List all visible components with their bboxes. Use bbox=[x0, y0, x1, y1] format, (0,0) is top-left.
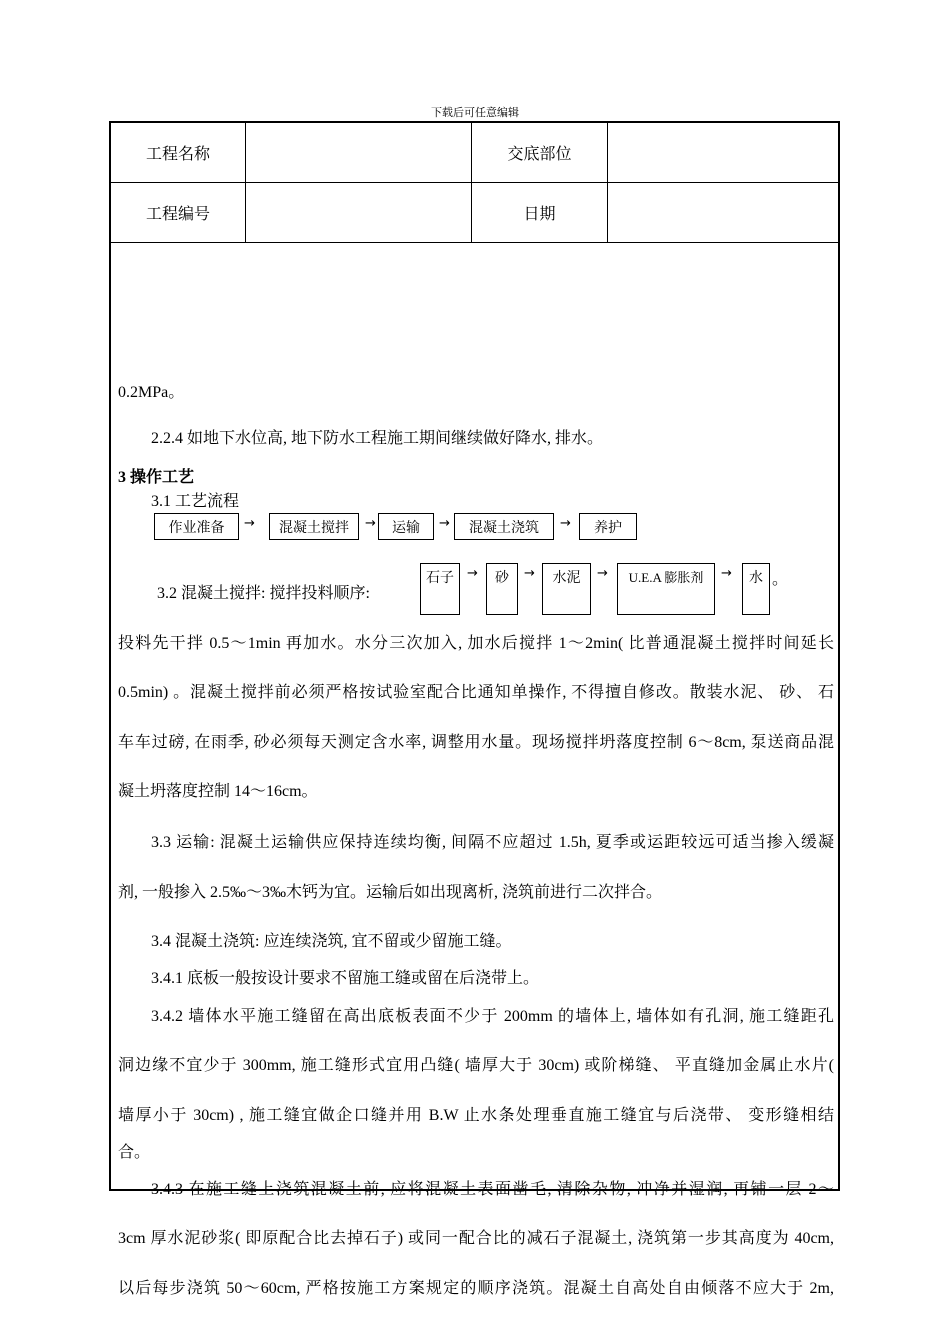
text-line: 0.2MPa。 bbox=[118, 384, 185, 401]
paragraph-line: 洞边缘不宜少于 300mm, 施工缝形式宜用凸缝( 墙厚大于 30cm) 或阶梯缝、 平直缝加金属止水片( bbox=[118, 1057, 834, 1074]
flow-arrow-icon: → bbox=[365, 516, 376, 531]
flow-arrow-icon: → bbox=[467, 566, 478, 581]
top-note: 下载后可任意编辑 bbox=[431, 107, 519, 119]
paragraph-line: 墙厚小于 30cm) , 施工缝宜做企口缝并用 B.W 止水条处理垂直施工缝宜与后浇带、 变形缝相结 bbox=[118, 1107, 834, 1124]
flow-step-prep: 作业准备 bbox=[154, 513, 239, 540]
location-label: 交底部位 bbox=[472, 123, 608, 182]
paragraph-line: 以后每步浇筑 50～60cm, 严格按施工方案规定的顺序浇筑。混凝土自高处自由倾落不应大于 2m, bbox=[118, 1280, 834, 1297]
project-no-value bbox=[246, 183, 472, 242]
date-label: 日期 bbox=[472, 183, 608, 242]
feed-step-water: 水 bbox=[742, 563, 770, 615]
paragraph-line: 合。 bbox=[118, 1144, 151, 1161]
subsection-heading: 3.1 工艺流程 bbox=[151, 493, 240, 510]
flow-step-mixing: 混凝土搅拌 bbox=[269, 513, 359, 540]
paragraph-line: 3.4.1 底板一般按设计要求不留施工缝或留在后浇带上。 bbox=[151, 970, 540, 987]
paragraph-line: 3.4 混凝土浇筑: 应连续浇筑, 宜不留或少留施工缝。 bbox=[151, 933, 512, 950]
feed-step-uea-agent: U.E.A 膨胀剂 bbox=[617, 563, 715, 615]
flow-arrow-icon: → bbox=[244, 516, 255, 531]
subsection-heading: 3.2 混凝土搅拌: 搅拌投料顺序: bbox=[157, 585, 370, 602]
section-heading: 3 操作工艺 bbox=[118, 469, 195, 486]
feed-step-gravel: 石子 bbox=[420, 563, 460, 615]
paragraph-line: 0.5min) 。混凝土搅拌前必须严格按试验室配合比通知单操作, 不得擅自修改。散装水泥、 砂、 石 bbox=[118, 684, 834, 701]
paragraph-line: 3cm 厚水泥砂浆( 即原配合比去掉石子) 或同一配合比的减石子混凝土, 浇筑第一步其高度为 40cm, bbox=[118, 1230, 834, 1247]
disclosure-form bbox=[109, 121, 840, 1297]
flow-arrow-icon: → bbox=[560, 516, 571, 531]
feed-step-cement: 水泥 bbox=[542, 563, 591, 615]
feed-step-sand: 砂 bbox=[486, 563, 518, 615]
location-value bbox=[608, 123, 840, 182]
header-row-2 bbox=[111, 183, 838, 243]
paragraph-line: 车车过磅, 在雨季, 砂必须每天测定含水率, 调整用水量。现场搅拌坍落度控制 6～8cm, 泵送商品混 bbox=[118, 734, 834, 751]
flow-arrow-icon: → bbox=[721, 566, 732, 581]
flow-step-pouring: 混凝土浇筑 bbox=[454, 513, 554, 540]
paragraph-line: 投料先干拌 0.5～1min 再加水。水分三次加入, 加水后搅拌 1～2min( 比普通混凝土搅拌时间延长 bbox=[118, 635, 834, 652]
project-name-value bbox=[246, 123, 472, 182]
flow-arrow-icon: → bbox=[524, 566, 535, 581]
project-no-label: 工程编号 bbox=[111, 183, 246, 242]
header-row-1 bbox=[111, 123, 838, 183]
paragraph-line: 3.3 运输: 混凝土运输供应保持连续均衡, 间隔不应超过 1.5h, 夏季或运距较远可适当掺入缓凝 bbox=[151, 834, 834, 851]
flow-arrow-icon: → bbox=[597, 566, 608, 581]
project-name-label: 工程名称 bbox=[111, 123, 246, 182]
paragraph-line: 3.4.2 墙体水平施工缝留在高出底板表面不少于 200mm 的墙体上, 墙体如有孔洞, 施工缝距孔 bbox=[151, 1008, 834, 1025]
paragraph-line: 3.4.3 在施工缝上浇筑混凝土前, 应将混凝土表面凿毛, 清除杂物, 冲净并湿润, 再铺一层 2～ bbox=[151, 1181, 834, 1198]
paragraph-line: 凝土坍落度控制 14～16cm。 bbox=[118, 783, 318, 800]
date-value bbox=[608, 183, 840, 242]
flow-end-mark: 。 bbox=[772, 571, 789, 588]
flow-step-transport: 运输 bbox=[378, 513, 434, 540]
paragraph-line: 剂, 一般掺入 2.5‰～3‰木钙为宜。运输后如出现离析, 浇筑前进行二次拌合。 bbox=[118, 884, 663, 901]
flow-arrow-icon: → bbox=[439, 516, 450, 531]
text-line: 2.2.4 如地下水位高, 地下防水工程施工期间继续做好降水, 排水。 bbox=[151, 430, 604, 447]
flow-step-curing: 养护 bbox=[579, 513, 637, 540]
